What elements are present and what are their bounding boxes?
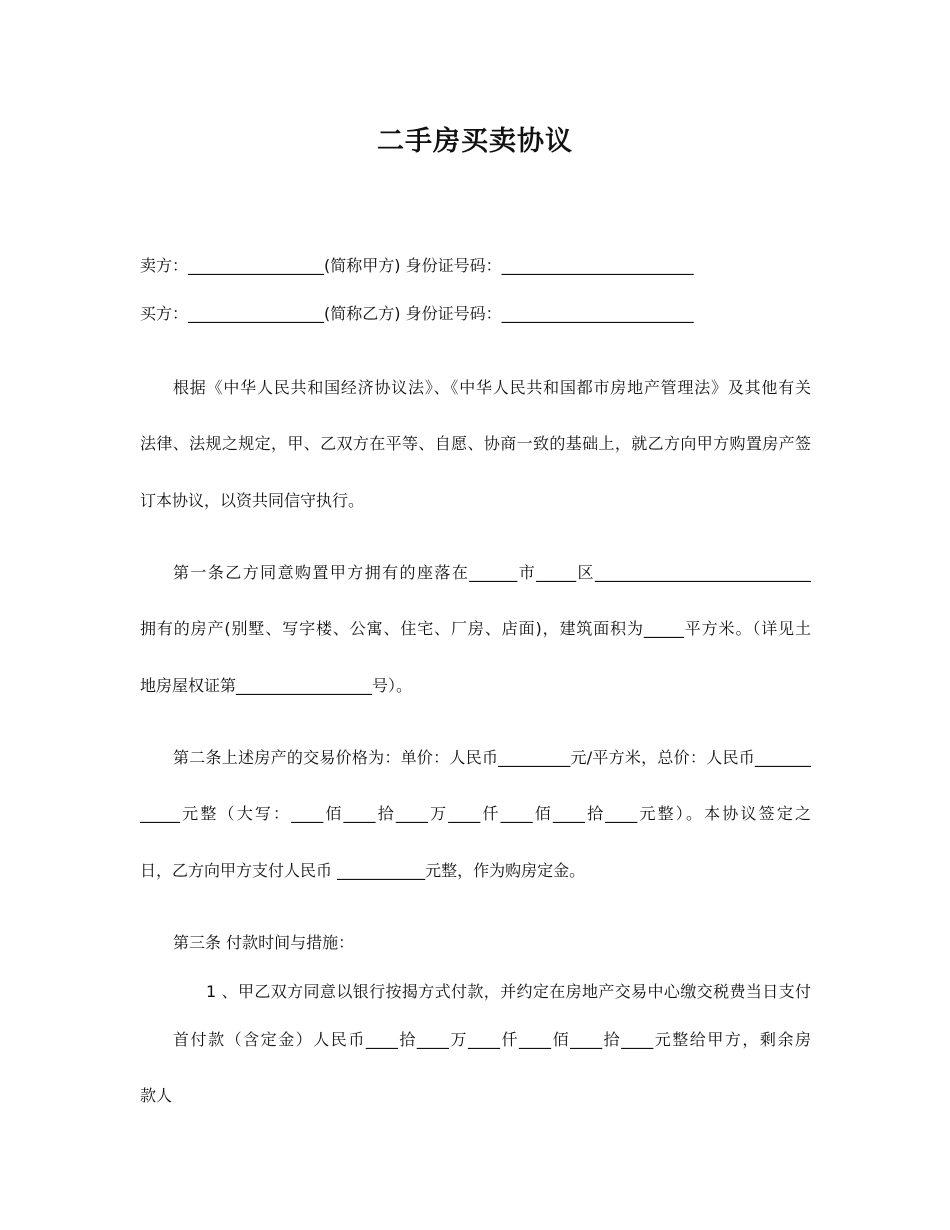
article1-line-1: 第一条乙方同意购置甲方拥有的座落在______市_____区___________________________: [173, 563, 811, 582]
article3-item1-line-3: 款人: [140, 1086, 173, 1105]
buyer-line: 买方：_________________(简称乙方) 身份证号码：________________________: [140, 304, 694, 323]
article3-item1-line-2: 首付款（含定金）人民币____拾____万____仟____佰____拾____元整给甲方，剩余房: [173, 1030, 811, 1049]
article2-line-2: _____元整（大写：____佰____拾____万____仟____佰____拾____元整）。本协议签定之: [140, 804, 811, 823]
page-title: 二手房买卖协议: [377, 126, 573, 157]
article3-item1-line-1: 1 、甲乙双方同意以银行按揭方式付款，并约定在房地产交易中心缴交税费当日支付: [206, 982, 811, 1001]
preamble-line-3: 订本协议，以资共同信守执行。: [140, 491, 365, 510]
article2-line-1: 第二条上述房产的交易价格为：单价：人民币_________元/平方米，总价：人民币_______: [173, 748, 811, 767]
preamble-line-2: 法律、法规之规定，甲、乙双方在平等、自愿、协商一致的基础上，就乙方向甲方购置房产签: [140, 434, 811, 453]
seller-line: 卖方：_________________(简称甲方) 身份证号码：________________________: [140, 256, 694, 275]
article1-line-3: 地房屋权证第_________________号）。: [140, 676, 413, 695]
article2-line-3: 日，乙方向甲方支付人民币 ___________元整，作为购房定金。: [140, 861, 586, 880]
article3-heading: 第三条 付款时间与措施：: [173, 933, 355, 952]
preamble-line-1: 根据《中华人民共和国经济协议法》、《中华人民共和国都市房地产管理法》及其他有关: [173, 378, 811, 397]
article1-line-2: 拥有的房产(别墅、写字楼、公寓、住宅、厂房、店面)，建筑面积为_____平方米。（详见土: [140, 619, 811, 638]
